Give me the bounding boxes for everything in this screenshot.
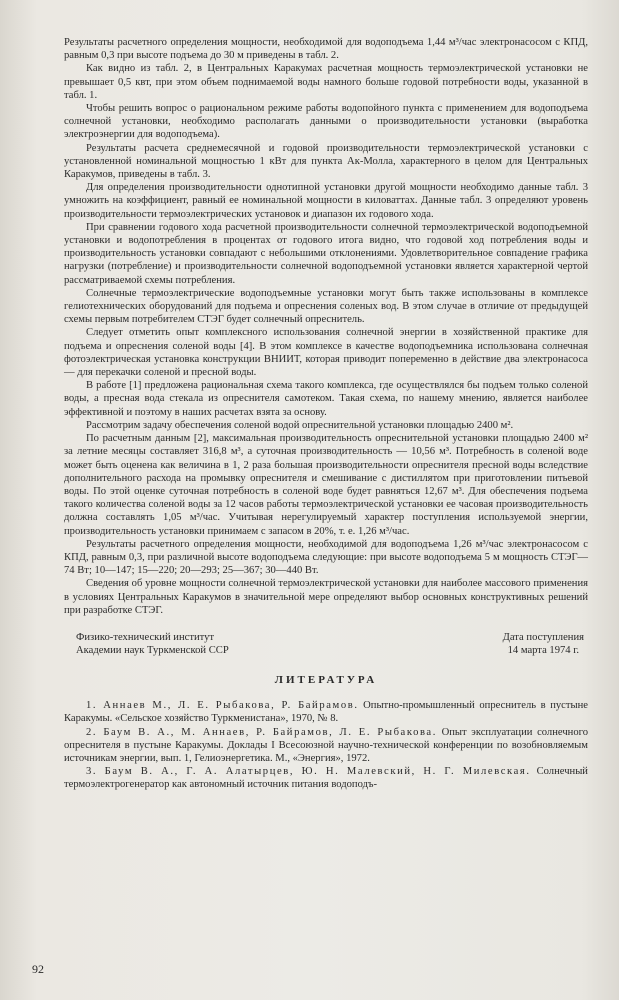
reference-list xyxy=(64,699,588,791)
affiliation-block xyxy=(64,631,588,658)
paragraph: В работе [1] предложена рациональная схема такого комплекса, где осуществлялся бы подъем только соленой воды, а пресная вода стекала из опреснителя самотеком. Такая схема, по нашему мнению, является наиболее эффективной и поэтому в наших расчетах взята за основу. xyxy=(64,380,588,418)
paragraph: Результаты расчетного определения мощности, необходимой для водоподъема 1,44 м³/час электронасосом с КПД, равным 0,3 при высоте подъема до 30 м приведены в табл. 2. xyxy=(64,37,588,62)
literature-heading: ЛИТЕРАТУРА xyxy=(274,673,378,686)
paragraph: Сведения об уровне мощности солнечной термоэлектрической установки для наиболее массового применения в условиях Центральных Каракумов в значительной мере определяют выбор основных конструктивных решений при разработке СТЭГ. xyxy=(64,578,588,616)
reference-text: Опытно-промышленный опреснитель в пустыне Каракумы. «Сельское хозяйство Туркменистана», 1970, № 8. xyxy=(64,700,588,725)
reference-text: Солнечный термоэлектрогенератор как автономный источник питания водоподъ- xyxy=(64,766,588,791)
paragraph: Результаты расчетного определения мощности, необходимой для водоподъема 1,26 м³/час электронасосом с КПД, равным 0,3, при различной высоте водоподъема следующие: при высоте водоподъема 5 м мощность СТЭГ—74 Вт; 10—147; 15—220; 20—293; 25—367; 30—440 Вт. xyxy=(64,538,588,577)
paragraph: По расчетным данным [2], максимальная производительность опреснительной установки площадью 2400 м² за летние месяцы составляет 316,8 м³, а суточная производительность — 10,56 м³. Потребность в соленой воде может быть оценена как величина в 1, 2 раза большая производительности опреснителя пресной воды вследствие дополнительного расхода на промывку опреснителя и смешивание с дистиллятом при приготовлении питьевой воды. По этой оценке суточная потребность в соленой воде будет равняться 12,67 м³. Для обеспечения подъема такого количества соленой воды за 12 часов работы термоэлектрической установки ее часовая производительность должна составлять 1,05 м³/час. Учитывая нерегулируемый характер поступления используемой энергии, производительность установки принимаем с запасом в 20%, т. е. 1,26 м³/час. xyxy=(64,433,588,537)
reference-item xyxy=(64,726,588,766)
institution xyxy=(64,631,229,658)
paragraph: Результаты расчета среднемесячной и годовой производительности термоэлектрической установки с установленной номинальной мощностью 1 кВт для пункта Ак-Молла, характерного в целом для Центральных Каракумов, приведены в табл. 3. xyxy=(64,142,588,181)
paragraph: Солнечные термоэлектрические водоподъемные установки могут быть также использованы в комплексе гелиотехнических оборудований для подъема и опреснения соленых вод. В этом случае в отличие от предыдущей схемы первым потребителем СТЭГ будет солнечный опреснитель. xyxy=(64,287,588,326)
reference-item xyxy=(64,765,588,791)
paragraph: Чтобы решить вопрос о рациональном режиме работы водопойного пункта с применением для водоподъема солнечной установки, необходимо располагать данными о производительности установки (выработка электроэнергии для водоподъема). xyxy=(64,103,588,141)
paragraph: Рассмотрим задачу обеспечения соленой водой опреснительной установки площадью 2400 м². xyxy=(86,419,514,431)
page-number: 92 xyxy=(32,962,44,976)
paragraph: Как видно из табл. 2, в Центральных Каракумах расчетная мощность термоэлектрической установки не превышает 0,5 квт, при этом объем поднимаемой воды намного больше годовой потребности воды, указанной в табл. 1. xyxy=(64,63,588,101)
received-date-label: Дата поступления xyxy=(502,631,584,643)
institution-line: Физико-технический институт xyxy=(76,631,215,643)
paragraph: Для определения производительности однотипной установки другой мощности необходимо данные табл. 3 умножить на коэффициент, равный ее номинальной мощности в киловаттах. Данные табл. 3 определяют уровень производительности термоэлектрических установок и диапазон их годового хода. xyxy=(64,182,588,220)
paragraph: При сравнении годового хода расчетной производительности солнечной термоэлектрической водоподъемной установки и водопотребления в процентах от годового итога видно, что годовой ход потребления воды и производительность установки совпадают с небольшими отклонениями. Удовлетворительное совпадение графика нагрузки (потребление) и производительности солнечной водоподъемной установки является характерной чертой рассматриваемой схемы потребления. xyxy=(64,221,588,286)
reference-authors: 1. Аннаев М., Л. Е. Рыбакова, Р. Байрамов. xyxy=(86,700,359,712)
reference-item xyxy=(64,699,588,725)
reference-authors: 2. Баум В. А., М. Аннаев, Р. Байрамов, Л. Е. Рыбакова. xyxy=(86,726,437,738)
received-date-value: 14 марта 1974 г. xyxy=(507,645,580,657)
text-column xyxy=(64,36,588,792)
received-date xyxy=(503,631,588,658)
reference-authors: 3. Баум В. А., Г. А. Алатырцев, Ю. Н. Малевский, Н. Г. Милевская. xyxy=(86,766,531,778)
paragraph: Следует отметить опыт комплексного использования солнечной энергии в хозяйственной практике для подъема и опреснения соленой воды [4]. В этом комплексе в качестве водоподъемника использована солнечная фотоэлектрическая установка конструкции ВНИИТ, которая приводит попеременно в действие два электронасоса — для перекачки соленой и пресной воды. xyxy=(64,327,588,379)
institution-line: Академии наук Туркменской ССР xyxy=(76,645,229,657)
reference-text: Опыт эксплуатации солнечного опреснителя в пустыне Каракумы. Доклады I Всесоюзной научно-технической конференции по возобновляемым источникам энергии, вып. 1, Гелиоэнергетика. М., «Энергия», 1972. xyxy=(64,726,588,764)
